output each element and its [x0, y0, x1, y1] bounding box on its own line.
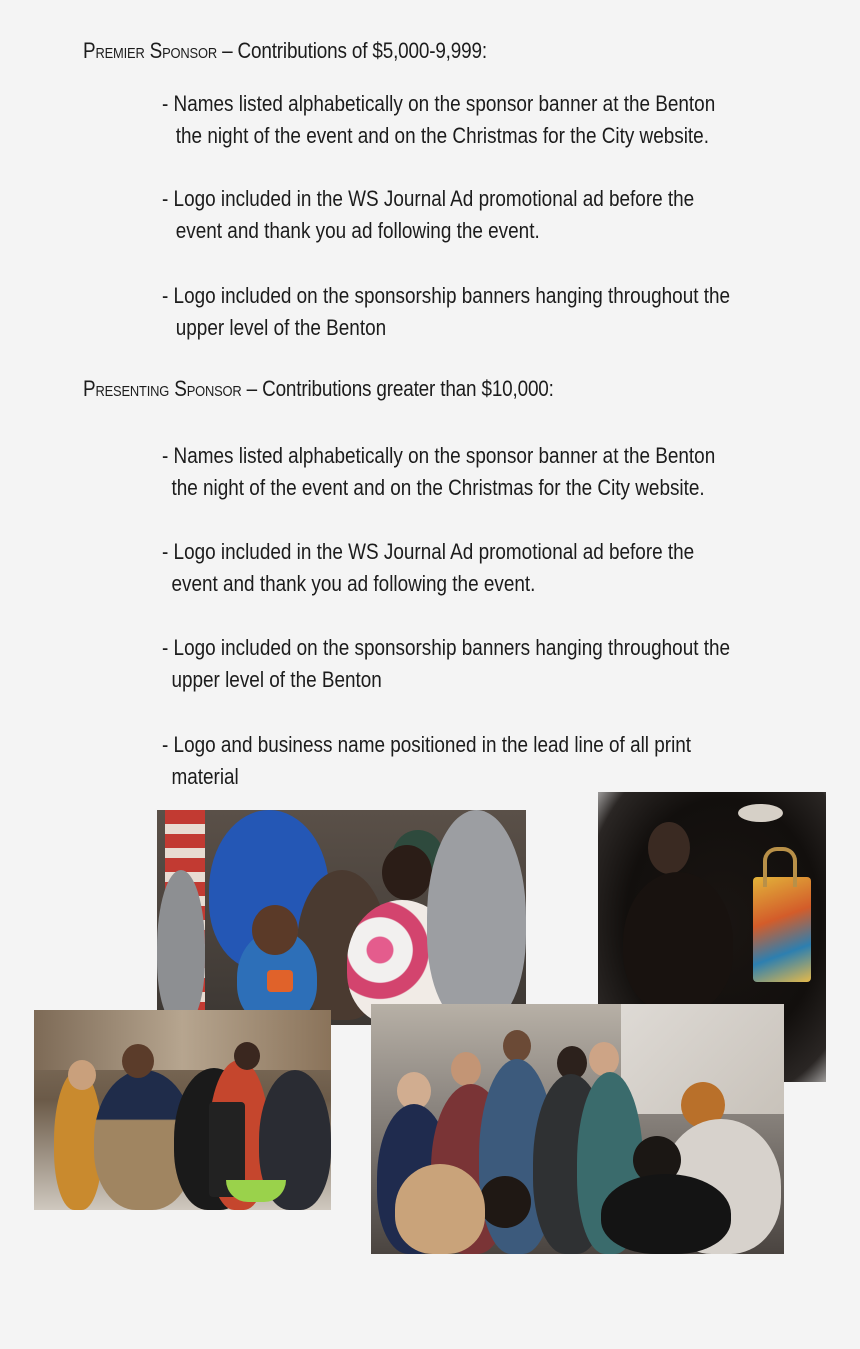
presenting-benefit-1: - Names listed alphabetically on the sponsor banner at the Benton the night of the event and on the Christmas for the City website.	[162, 443, 716, 500]
premier-benefit-1: - Names listed alphabetically on the sponsor banner at the Benton the night of the event and on the Christmas for the City website.	[162, 91, 716, 148]
premier-benefit-3: - Logo included on the sponsorship banners hanging throughout the upper level of the Benton	[162, 283, 731, 340]
photo-children-activity	[157, 810, 526, 1025]
presenting-tier-label: Presenting Sponsor	[83, 376, 242, 401]
premier-benefit-2: - Logo included in the WS Journal Ad promotional ad before the event and thank you ad following the event.	[162, 186, 695, 243]
premier-sponsor-heading	[83, 38, 487, 64]
premier-contribution-range: – Contributions of $5,000-9,999:	[216, 38, 487, 63]
presenting-contribution-range: – Contributions greater than $10,000:	[241, 376, 554, 401]
premier-tier-label: Premier Sponsor	[83, 38, 217, 63]
presenting-benefit-3: - Logo included on the sponsorship banners hanging throughout the upper level of the Benton	[162, 635, 731, 692]
presenting-benefit-2: - Logo included in the WS Journal Ad promotional ad before the event and thank you ad following the event.	[162, 539, 695, 596]
photo-community-gathering	[34, 1010, 331, 1210]
presenting-benefit-4: - Logo and business name positioned in the lead line of all print material	[162, 732, 692, 789]
presenting-sponsor-heading	[83, 376, 554, 402]
photo-crowd-prayer	[371, 1004, 784, 1254]
